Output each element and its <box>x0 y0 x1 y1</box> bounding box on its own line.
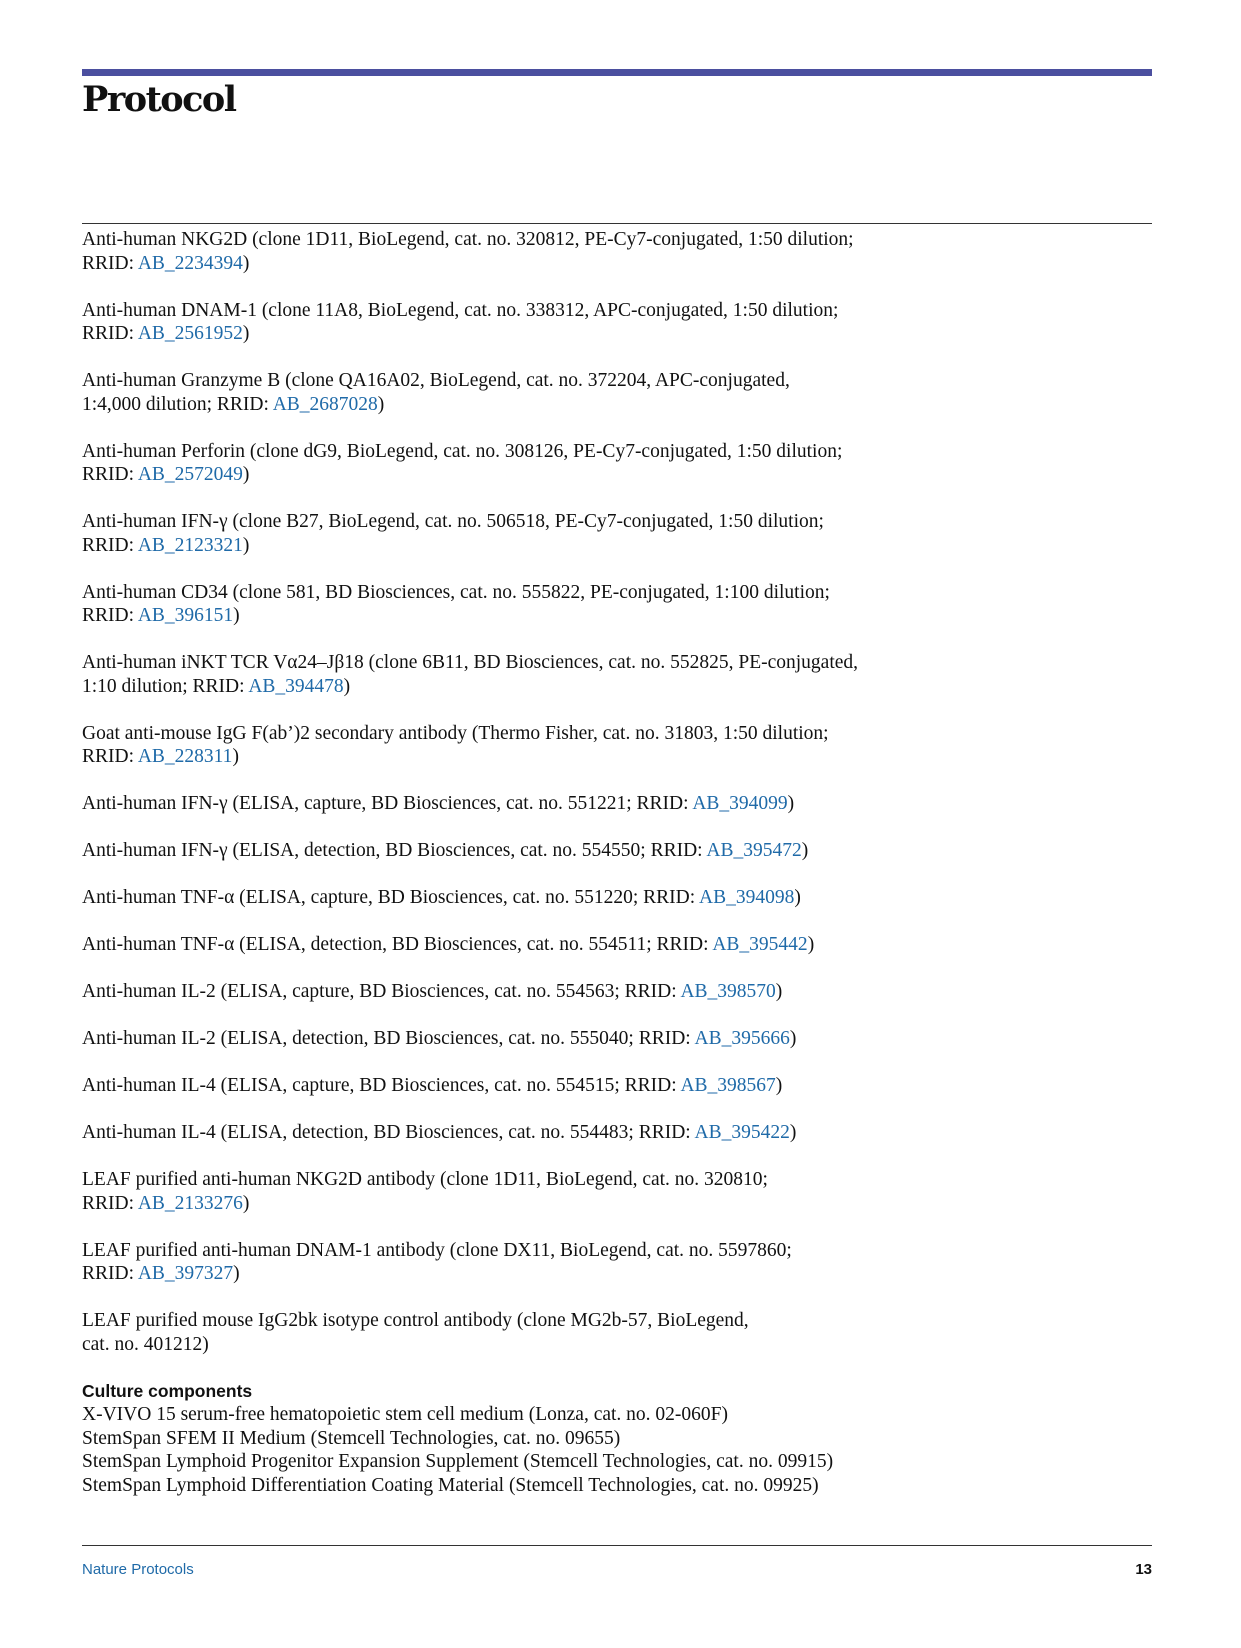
reagent-entry <box>82 369 942 416</box>
reagent-rrid-line <box>82 886 942 910</box>
reagent-entry <box>82 228 942 275</box>
reagent-rrid-line <box>82 745 942 769</box>
rrid-link[interactable]: AB_395442 <box>712 934 808 955</box>
antibody-entries <box>82 228 942 1356</box>
rrid-link[interactable]: AB_397327 <box>137 1263 234 1284</box>
rrid-link[interactable]: AB_394478 <box>248 675 344 697</box>
rrid-link[interactable]: AB_394098 <box>698 887 795 908</box>
reagent-description: Anti-human DNAM-1 (clone 11A8, BioLegend, cat. no. 338312, APC-conjugated, 1:50 dilution; <box>82 299 839 321</box>
reagent-entry <box>82 980 942 1004</box>
rrid-link[interactable]: AB_395666 <box>694 1028 790 1049</box>
reagent-rrid-line <box>82 1262 942 1286</box>
culture-item: StemSpan Lymphoid Progenitor Expansion Supplement (Stemcell Technologies, cat. no. 09915) <box>82 1451 834 1472</box>
closing-paren: ) <box>801 840 809 861</box>
reagent-rrid-line <box>82 675 942 699</box>
closing-paren: ) <box>787 793 795 814</box>
reagent-entry <box>82 886 942 910</box>
reagent-text: RRID: <box>82 464 138 485</box>
culture-item: StemSpan Lymphoid Differentiation Coating Material (Stemcell Technologies, cat. no. 09925) <box>82 1474 819 1496</box>
reagent-entry <box>82 1027 942 1051</box>
reagent-text: cat. no. 401212) <box>82 1333 209 1355</box>
reagent-rrid-line <box>82 933 942 957</box>
reagent-rrid-line <box>82 1027 942 1051</box>
reagent-text: RRID: <box>82 746 138 767</box>
reagent-text: Anti-human IFN-γ (ELISA, detection, BD Biosciences, cat. no. 554550; RRID: <box>82 840 707 861</box>
header-accent-rule <box>82 69 1152 76</box>
reagent-text: RRID: <box>82 252 138 274</box>
reagent-description: Anti-human Perforin (clone dG9, BioLegend, cat. no. 308126, PE-Cy7-conjugated, 1:50 dilution; <box>82 440 843 462</box>
reagent-description: Anti-human CD34 (clone 581, BD Biosciences, cat. no. 555822, PE-conjugated, 1:100 dilution; <box>82 581 830 603</box>
reagent-rrid-line <box>82 604 942 628</box>
reagent-entry <box>82 1121 942 1145</box>
rrid-link[interactable]: AB_2687028 <box>272 393 378 415</box>
reagent-entry <box>82 792 942 816</box>
closing-paren: ) <box>233 1263 240 1284</box>
reagent-rrid-line <box>82 1074 942 1098</box>
reagent-entry <box>82 722 942 769</box>
section-heading: Culture components <box>82 1380 253 1401</box>
reagent-rrid-line <box>82 792 942 816</box>
reagent-rrid-line <box>82 1121 942 1145</box>
rrid-link[interactable]: AB_398570 <box>680 981 776 1002</box>
reagent-description: Goat anti-mouse IgG F(ab’)2 secondary antibody (Thermo Fisher, cat. no. 31803, 1:50 dilution; <box>82 722 829 744</box>
closing-paren: ) <box>377 393 385 415</box>
reagent-text: RRID: <box>82 534 138 556</box>
reagent-rrid-line <box>82 1192 942 1216</box>
culture-components-section <box>82 1380 942 1498</box>
reagent-rrid-line <box>82 252 942 276</box>
reagent-rrid-line <box>82 534 942 558</box>
reagent-text: Anti-human TNF-α (ELISA, detection, BD Biosciences, cat. no. 554511; RRID: <box>82 934 713 955</box>
rrid-link[interactable]: AB_394099 <box>692 793 788 814</box>
reagent-list <box>82 228 942 1497</box>
reagent-text: RRID: <box>82 1192 138 1214</box>
closing-paren: ) <box>242 252 250 274</box>
closing-paren: ) <box>789 1028 797 1049</box>
reagent-text: Anti-human IL-2 (ELISA, capture, BD Biosciences, cat. no. 554563; RRID: <box>82 981 681 1002</box>
footer-journal-link[interactable]: Nature Protocols <box>82 1561 194 1578</box>
rrid-link[interactable]: AB_396151 <box>137 605 234 626</box>
reagent-rrid-line <box>82 463 942 487</box>
rrid-link[interactable]: AB_398567 <box>680 1075 776 1096</box>
reagent-description: Anti-human iNKT TCR Vα24–Jβ18 (clone 6B11, BD Biosciences, cat. no. 552825, PE-conjugated, <box>82 652 859 673</box>
closing-paren: ) <box>242 1192 250 1214</box>
closing-paren: ) <box>242 323 250 344</box>
reagent-text: RRID: <box>82 1263 138 1284</box>
reagent-entry <box>82 299 942 346</box>
page-number: 13 <box>1135 1561 1152 1578</box>
reagent-entry <box>82 510 942 557</box>
rrid-link[interactable]: AB_2123321 <box>137 534 243 556</box>
reagent-description: LEAF purified mouse IgG2bk isotype control antibody (clone MG2b-57, BioLegend, <box>82 1310 749 1331</box>
reagent-description: LEAF purified anti-human DNAM-1 antibody (clone DX11, BioLegend, cat. no. 5597860; <box>82 1239 792 1261</box>
reagent-entry <box>82 933 942 957</box>
reagent-description: Anti-human Granzyme B (clone QA16A02, BioLegend, cat. no. 372204, APC-conjugated, <box>82 370 790 391</box>
reagent-description: Anti-human NKG2D (clone 1D11, BioLegend, cat. no. 320812, PE-Cy7-conjugated, 1:50 dilution; <box>82 229 854 250</box>
rrid-link[interactable]: AB_228311 <box>137 746 233 767</box>
reagent-text: 1:4,000 dilution; RRID: <box>82 393 273 415</box>
closing-paren: ) <box>242 534 250 556</box>
footer-divider <box>82 1545 1152 1546</box>
closing-paren: ) <box>789 1122 797 1143</box>
closing-paren: ) <box>807 934 815 955</box>
reagent-text: RRID: <box>82 605 138 626</box>
reagent-description: Anti-human IFN-γ (clone B27, BioLegend, cat. no. 506518, PE-Cy7-conjugated, 1:50 dilution; <box>82 511 824 532</box>
closing-paren: ) <box>343 675 351 697</box>
reagent-entry <box>82 581 942 628</box>
reagent-entry <box>82 1239 942 1286</box>
culture-item: StemSpan SFEM II Medium (Stemcell Technologies, cat. no. 09655) <box>82 1427 621 1449</box>
page-title: Protocol <box>82 79 236 120</box>
closing-paren: ) <box>775 981 783 1002</box>
reagent-entry <box>82 440 942 487</box>
rrid-link[interactable]: AB_2234394 <box>137 252 243 274</box>
rrid-link[interactable]: AB_2133276 <box>137 1192 243 1214</box>
closing-paren: ) <box>232 746 239 767</box>
reagent-rrid-line <box>82 322 942 346</box>
reagent-entry <box>82 839 942 863</box>
closing-paren: ) <box>794 887 801 908</box>
reagent-entry <box>82 1074 942 1098</box>
reagent-text: 1:10 dilution; RRID: <box>82 675 249 697</box>
rrid-link[interactable]: AB_395472 <box>706 840 802 861</box>
reagent-entry <box>82 1168 942 1215</box>
reagent-text: Anti-human IL-2 (ELISA, detection, BD Biosciences, cat. no. 555040; RRID: <box>82 1028 695 1049</box>
closing-paren: ) <box>242 464 250 485</box>
reagent-text: Anti-human TNF-α (ELISA, capture, BD Biosciences, cat. no. 551220; RRID: <box>82 887 699 908</box>
reagent-rrid-line <box>82 980 942 1004</box>
rrid-link[interactable]: AB_2572049 <box>137 464 243 485</box>
reagent-description: LEAF purified anti-human NKG2D antibody (clone 1D11, BioLegend, cat. no. 320810; <box>82 1169 768 1190</box>
reagent-entry <box>82 651 942 698</box>
reagent-text: RRID: <box>82 323 138 344</box>
closing-paren: ) <box>775 1075 783 1096</box>
reagent-rrid-line <box>82 393 942 417</box>
reagent-text: Anti-human IFN-γ (ELISA, capture, BD Biosciences, cat. no. 551221; RRID: <box>82 793 693 814</box>
reagent-entry <box>82 1309 942 1356</box>
reagent-text: Anti-human IL-4 (ELISA, capture, BD Biosciences, cat. no. 554515; RRID: <box>82 1075 681 1096</box>
rrid-link[interactable]: AB_2561952 <box>137 323 243 344</box>
reagent-rrid-line <box>82 839 942 863</box>
rrid-link[interactable]: AB_395422 <box>694 1122 790 1143</box>
reagent-text: Anti-human IL-4 (ELISA, detection, BD Biosciences, cat. no. 554483; RRID: <box>82 1122 695 1143</box>
closing-paren: ) <box>233 605 240 626</box>
content-divider <box>82 223 1152 224</box>
culture-item: X-VIVO 15 serum-free hematopoietic stem cell medium (Lonza, cat. no. 02-060F) <box>82 1404 729 1425</box>
reagent-rrid-line <box>82 1333 942 1357</box>
